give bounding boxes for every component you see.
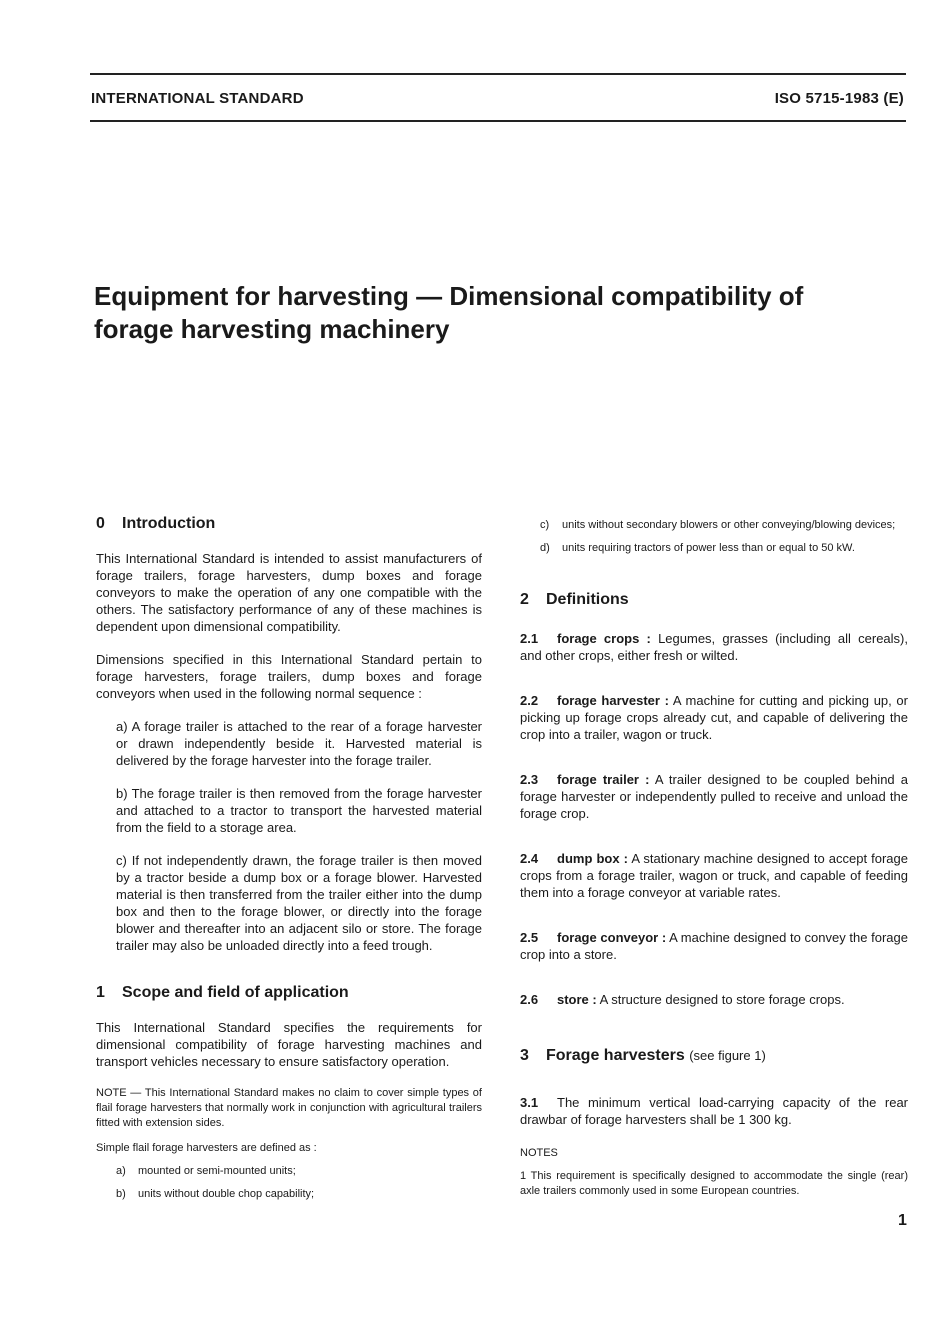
definition-2-4: [520, 850, 908, 901]
definition-text: A stationary machine designed to accept forage crops from a forage trailer, wagon or truck, and capable of feeding them into a forage conveyor at variable rates.: [520, 851, 908, 900]
item-label: c): [540, 519, 550, 531]
intro-item-a: a) A forage trailer is attached to the rear of a forage harvester or drawn independently beside it. Harvested material is delivered by the forage harvester into the forage trailer.: [116, 719, 482, 768]
section-0-heading: [96, 514, 482, 534]
definition-text: Legumes, grasses (including all cereals), and other crops, either fresh or wilted.: [520, 631, 908, 663]
section-title: Forage harvesters: [546, 1047, 685, 1064]
right-column: [520, 518, 908, 1199]
intro-paragraph-1: This International Standard is intended to assist manufacturers of forage trailers, forage harvesters, dump boxes and forage conveyors to make the operation of any one compatible with the others. The satisfactory performance of any of these machines is dependent upon dimensional compatibility.: [96, 551, 482, 634]
definition-term: forage conveyor :: [557, 930, 667, 945]
figure-reference: (see figure 1): [689, 1048, 766, 1063]
item-text: units requiring tractors of power less than or equal to 50 kW.: [562, 542, 855, 554]
definition-term: forage harvester :: [557, 693, 669, 708]
intro-item-b: b) The forage trailer is then removed from the forage harvester and attached to a tractor to transport the harvested material from the field to a storage area.: [116, 786, 482, 835]
definition-term: store :: [557, 992, 597, 1007]
item-label: d): [540, 542, 550, 554]
document-title: [94, 280, 914, 346]
scope-note: NOTE — This International Standard makes no claim to cover simple types of flail forage harvesters that normally work in conjunction with agricultural trailers fitted with extension sides.: [96, 1087, 482, 1129]
definition-number: 2.3: [520, 772, 539, 787]
item-text: units without double chop capability;: [138, 1188, 315, 1200]
left-column: [96, 514, 482, 1202]
notes-label: NOTES: [520, 1147, 558, 1159]
section-title: Introduction: [122, 515, 216, 532]
definition-2-3: [520, 771, 908, 822]
item-text: units without secondary blowers or other conveying/blowing devices;: [562, 519, 896, 531]
page-number: 1: [898, 1212, 907, 1229]
top-rule: [90, 73, 906, 75]
section-number: 0: [96, 515, 105, 532]
definition-term: dump box :: [557, 851, 628, 866]
definition-number: 2.2: [520, 693, 539, 708]
section-1-heading: [96, 983, 482, 1003]
note-1: 1 This requirement is specifically designed to accommodate the single (rear) axle trailers commonly used in some European countries.: [520, 1170, 908, 1197]
section-number: 3: [520, 1047, 529, 1064]
definition-text: A structure designed to store forage crops.: [599, 992, 845, 1007]
definition-number: 2.4: [520, 851, 539, 866]
flail-defined-as: Simple flail forage harvesters are defined as :: [96, 1142, 317, 1154]
definition-2-6: [520, 991, 908, 1008]
definition-2-5: [520, 929, 908, 963]
title-line-1: Equipment for harvesting — Dimensional compatibility of: [94, 281, 804, 311]
section-2-heading: [520, 590, 908, 610]
definition-text: A machine for cutting and picking up, or picking up forage crops already cut, and capable of delivering the crop into a trailer, wagon or truck.: [520, 693, 908, 742]
section-title: Scope and field of application: [122, 984, 349, 1001]
definition-text: A machine designed to convey the forage crop into a store.: [520, 930, 908, 962]
item-text: mounted or semi-mounted units;: [138, 1165, 296, 1177]
header-rule: [90, 120, 906, 122]
flail-item-d: [520, 541, 908, 556]
flail-item-c: [520, 518, 908, 533]
section-number: 1: [96, 984, 105, 1001]
flail-item-a: [96, 1164, 482, 1179]
intro-item-c: c) If not independently drawn, the forage trailer is then moved by a tractor beside a dump box or a forage blower. Harvested material is then transferred from the trailer either into the dump box and then to the forage blower, or directly into the forage blower and thereafter into an adjacent silo or store. The forage trailer may also be unloaded directly into a feed trough.: [116, 853, 482, 953]
scope-paragraph: This International Standard specifies the requirements for dimensional compatibility of forage harvesting machines and transport vehicles necessary to ensure satisfactory operation.: [96, 1020, 482, 1069]
standard-number: ISO 5715-1983 (E): [774, 90, 904, 107]
clause-3-1: [520, 1094, 908, 1128]
definition-number: 2.6: [520, 992, 539, 1007]
definition-number: 2.5: [520, 930, 539, 945]
flail-item-b: [96, 1187, 482, 1202]
item-label: a): [116, 1165, 126, 1177]
standard-type: INTERNATIONAL STANDARD: [91, 90, 304, 107]
item-label: b): [116, 1188, 126, 1200]
clause-text: The minimum vertical load-carrying capacity of the rear drawbar of forage harvesters shall be 1 300 kg.: [520, 1095, 908, 1127]
definition-2-1: [520, 630, 908, 664]
section-number: 2: [520, 591, 529, 608]
title-line-2: forage harvesting machinery: [94, 314, 450, 344]
definition-term: forage trailer :: [557, 772, 650, 787]
intro-paragraph-2: Dimensions specified in this International Standard pertain to forage harvesters, forage trailers, dump boxes and forage conveyors when used in the following normal sequence :: [96, 652, 482, 701]
section-title: Definitions: [546, 591, 629, 608]
definition-text: A trailer designed to be coupled behind a forage harvester or independently pulled to receive and unload the forage crop.: [520, 772, 908, 821]
section-3-heading: [520, 1046, 908, 1066]
definition-2-2: [520, 692, 908, 743]
definition-term: forage crops :: [557, 631, 651, 646]
clause-number: 3.1: [520, 1095, 539, 1110]
definition-number: 2.1: [520, 631, 539, 646]
